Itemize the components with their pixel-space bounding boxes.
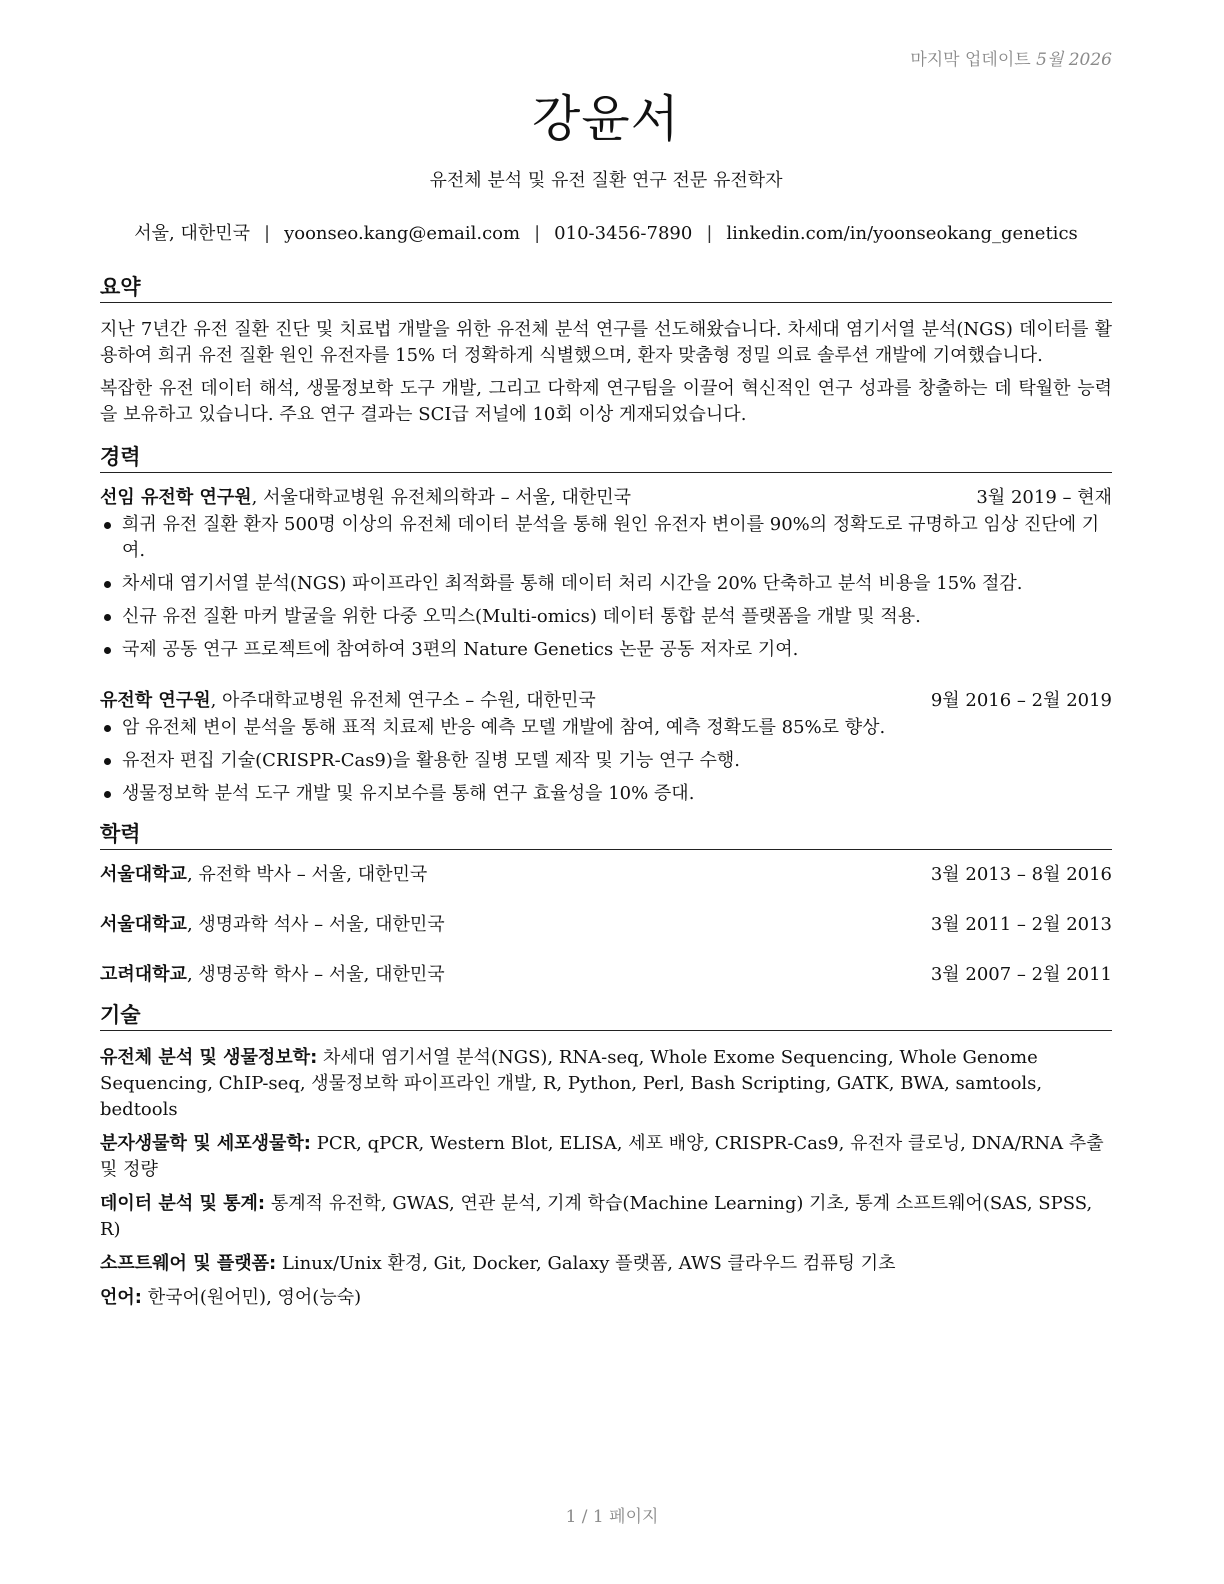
education-entry: [100, 862, 1112, 888]
skill-label: 소프트웨어 및 플랫폼:: [100, 1253, 277, 1274]
education-entry: [100, 912, 1112, 938]
candidate-headline: 유전체 분석 및 유전 질환 연구 전문 유전학자: [429, 170, 783, 191]
job-dates: 9월 2016 – 2월 2019: [930, 690, 1112, 711]
skill-label: 데이터 분석 및 통계:: [100, 1193, 266, 1214]
section-title-skills: 기술: [100, 1002, 1112, 1031]
education-detail: , 유전학 박사 – 서울, 대한민국: [186, 864, 428, 885]
section-title-summary: 요약: [100, 274, 1112, 303]
skill-label: 유전체 분석 및 생물정보학:: [100, 1047, 318, 1068]
contact-line: [100, 223, 1112, 245]
skill-line: [100, 1251, 1112, 1277]
education-entry: [100, 962, 1112, 988]
job-organization: , 서울대학교병원 유전체의학과 – 서울, 대한민국: [251, 487, 632, 508]
job-dates: 3월 2019 – 현재: [976, 487, 1112, 508]
job-title-line: [100, 688, 596, 714]
job-role: 유전학 연구원: [100, 690, 211, 711]
job-organization: , 아주대학교병원 유전체 연구소 – 수원, 대한민국: [210, 690, 596, 711]
contact-separator: |: [534, 223, 541, 244]
skill-text: Linux/Unix 환경, Git, Docker, Galaxy 플랫폼, AWS 클라우드 컴퓨팅 기초: [276, 1253, 896, 1274]
job-title-line: [100, 485, 631, 511]
skill-text: 한국어(원어민), 영어(능숙): [141, 1287, 362, 1308]
education-line: [100, 912, 445, 938]
section-title-education: 학력: [100, 821, 1112, 850]
skill-label: 분자생물학 및 세포생물학:: [100, 1133, 311, 1154]
contact-separator: |: [264, 223, 271, 244]
candidate-name: 강윤서: [532, 90, 680, 148]
education-dates: 3월 2013 – 8월 2016: [930, 864, 1112, 885]
job-entry: [100, 688, 1112, 807]
contact-location: 서울, 대한민국: [134, 223, 251, 244]
skill-line: [100, 1285, 1112, 1311]
education-school: 서울대학교: [100, 914, 187, 935]
skill-line: [100, 1045, 1112, 1123]
skill-line: [100, 1131, 1112, 1183]
education-school: 고려대학교: [100, 964, 187, 985]
skill-text: 통계적 유전학, GWAS, 연관 분석, 기계 학습(Machine Learning) 기초, 통계 소프트웨어(SAS, SPSS, R): [100, 1193, 1093, 1240]
skill-text: 차세대 염기서열 분석(NGS), RNA-seq, Whole Exome Sequencing, Whole Genome Sequencing, ChIP-seq, 생물정보학 파이프라인 개발, R, Python, Perl, Bash Scripting, GATK, BWA, samtools, bedtools: [100, 1047, 1043, 1120]
education-dates: 3월 2011 – 2월 2013: [930, 914, 1112, 935]
contact-separator: |: [706, 223, 713, 244]
section-title-experience: 경력: [100, 444, 1112, 473]
job-bullet: 생물정보학 분석 도구 개발 및 유지보수를 통해 연구 효율성을 10% 증대.: [100, 781, 1112, 807]
job-bullet: 신규 유전 질환 마커 발굴을 위한 다중 오믹스(Multi-omics) 데이터 통합 분석 플랫폼을 개발 및 적용.: [100, 604, 1112, 630]
job-bullets: [100, 512, 1112, 663]
resume-page: [100, 88, 1112, 1311]
education-school: 서울대학교: [100, 864, 187, 885]
job-header: [100, 688, 1112, 714]
education-line: [100, 862, 427, 888]
contact-linkedin[interactable]: linkedin.com/in/yoonseokang_genetics: [726, 223, 1078, 244]
job-bullet: 암 유전체 변이 분석을 통해 표적 치료제 반응 예측 모델 개발에 참여, 예측 정확도를 85%로 향상.: [100, 715, 1112, 741]
job-bullet: 유전자 편집 기술(CRISPR-Cas9)을 활용한 질병 모델 제작 및 기능 연구 수행.: [100, 748, 1112, 774]
last-updated-date: 5월 2026: [1036, 50, 1112, 70]
education-detail: , 생명과학 석사 – 서울, 대한민국: [186, 914, 445, 935]
job-bullet: 희귀 유전 질환 환자 500명 이상의 유전체 데이터 분석을 통해 원인 유전자 변이를 90%의 정확도로 규명하고 임상 진단에 기여.: [100, 512, 1112, 564]
skill-line: [100, 1191, 1112, 1243]
last-updated-label: 마지막 업데이트: [910, 50, 1031, 70]
summary-paragraph: 복잡한 유전 데이터 해석, 생물정보학 도구 개발, 그리고 다학제 연구팀을 이끌어 혁신적인 연구 성과를 창출하는 데 탁월한 능력을 보유하고 있습니다. 주요 연구 결과는 SCI급 저널에 10회 이상 게재되었습니다.: [100, 378, 1112, 425]
education-line: [100, 962, 445, 988]
education-dates: 3월 2007 – 2월 2011: [930, 964, 1112, 985]
summary-paragraph: 지난 7년간 유전 질환 진단 및 치료법 개발을 위한 유전체 분석 연구를 선도해왔습니다. 차세대 염기서열 분석(NGS) 데이터를 활용하여 희귀 유전 질환 원인 유전자를 15% 더 정확하게 식별했으며, 환자 맞춤형 정밀 의료 솔루션 개발에 기여했습니다.: [100, 319, 1112, 366]
last-updated: [910, 45, 1112, 70]
job-role: 선임 유전학 연구원: [100, 487, 252, 508]
job-entry: [100, 485, 1112, 663]
contact-phone: 010-3456-7890: [554, 223, 693, 244]
job-bullet: 국제 공동 연구 프로젝트에 참여하여 3편의 Nature Genetics 논문 공동 저자로 기여.: [100, 637, 1112, 663]
page-number: 1 / 1 페이지: [565, 1507, 659, 1527]
education-detail: , 생명공학 학사 – 서울, 대한민국: [186, 964, 445, 985]
job-bullets: [100, 715, 1112, 807]
skill-text: PCR, qPCR, Western Blot, ELISA, 세포 배양, CRISPR-Cas9, 유전자 클로닝, DNA/RNA 추출 및 정량: [100, 1133, 1104, 1180]
job-header: [100, 485, 1112, 511]
job-bullet: 차세대 염기서열 분석(NGS) 파이프라인 최적화를 통해 데이터 처리 시간을 20% 단축하고 분석 비용을 15% 절감.: [100, 571, 1112, 597]
skill-label: 언어:: [100, 1287, 142, 1308]
contact-email[interactable]: yoonseo.kang@email.com: [284, 223, 521, 244]
